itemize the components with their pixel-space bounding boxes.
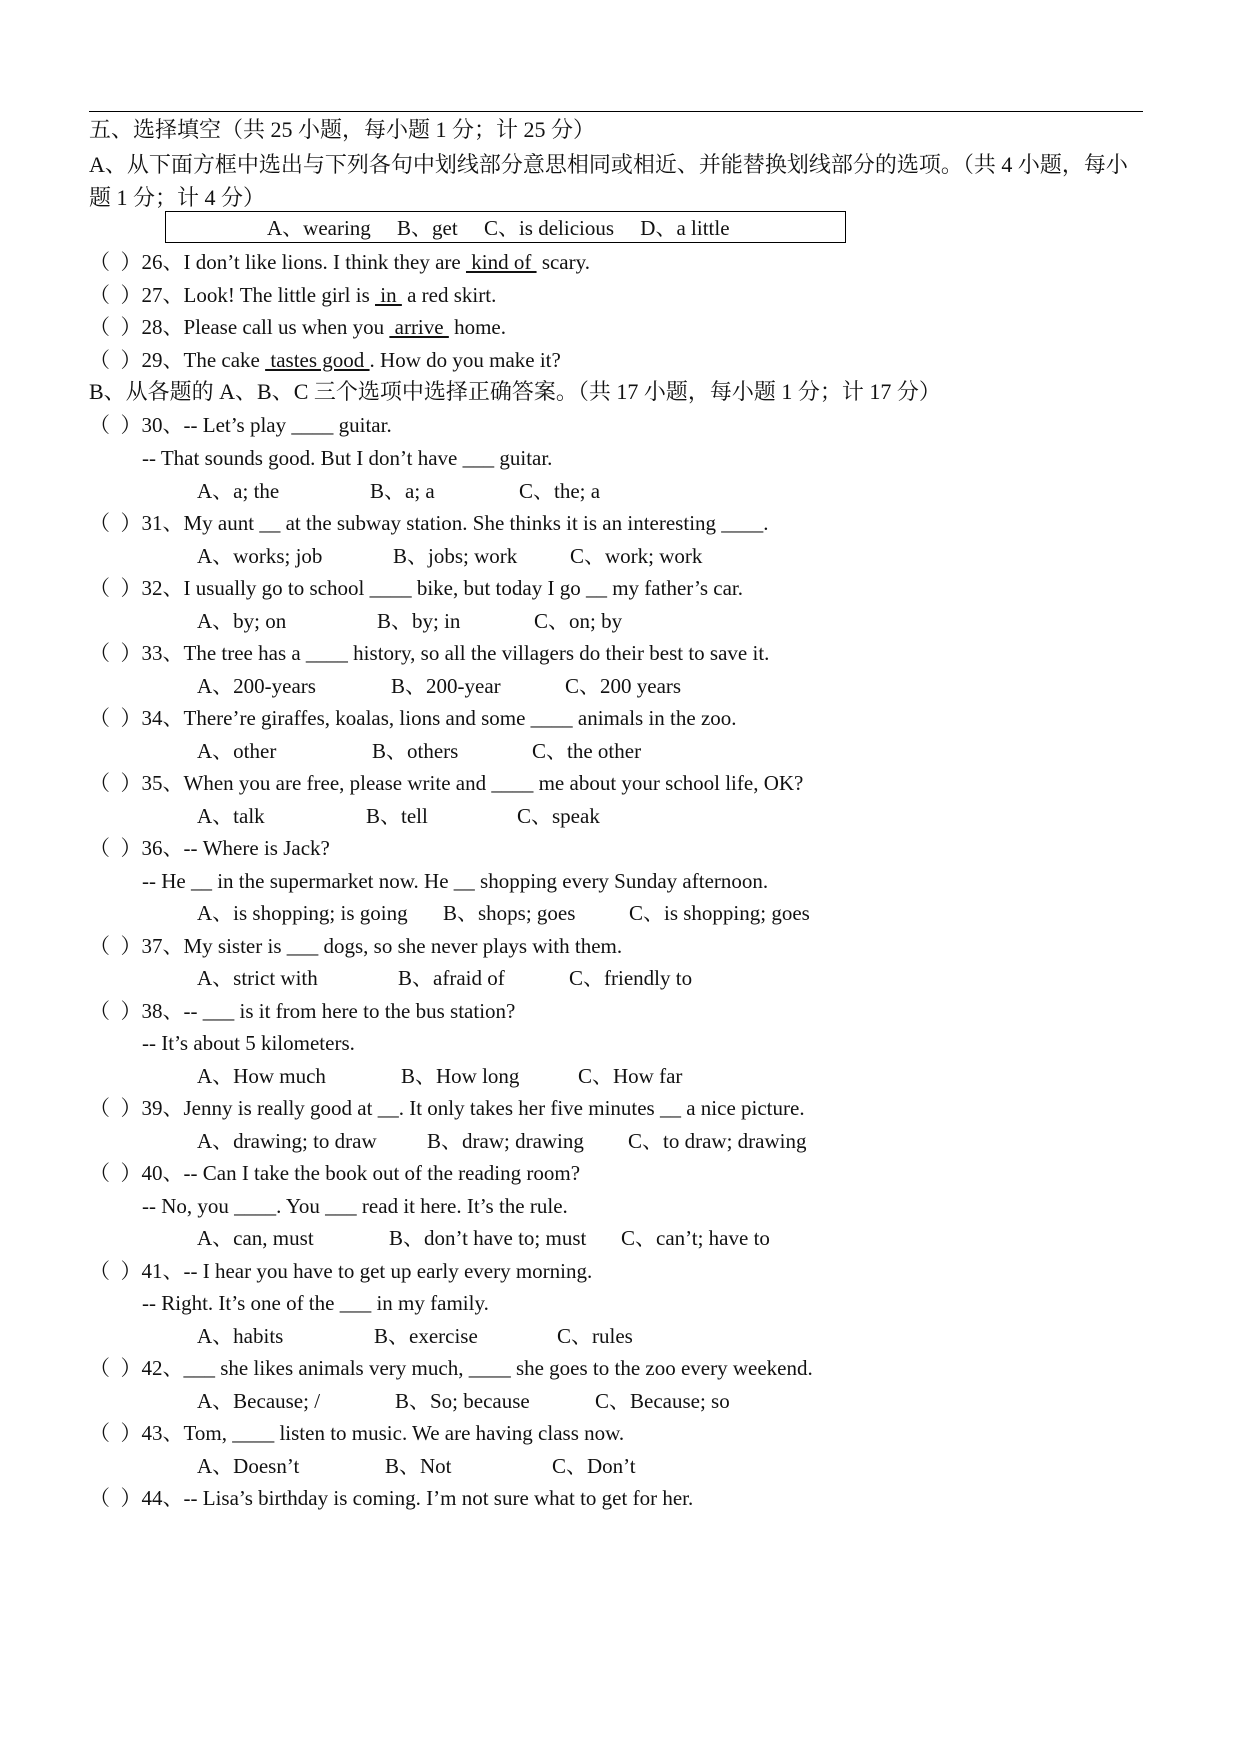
part-b-instruction: B、从各题的 A、B、C 三个选项中选择正确答案。（共 17 小题，每小题 1 分；计 17 分） <box>89 379 941 404</box>
underlined-phrase: tastes good <box>265 348 370 372</box>
option-a: A、by; on <box>197 609 287 633</box>
option-b: B、exercise <box>374 1324 478 1348</box>
question-29: （ ）29、The cake tastes good . How do you make it? <box>89 348 561 372</box>
option-b: B、jobs; work <box>393 544 518 568</box>
option-a: A、Because; / <box>197 1389 321 1413</box>
option-a: A、talk <box>197 804 265 828</box>
question-31: （ ）31、My aunt __ at the subway station. She thinks it is an interesting ____. <box>89 511 769 535</box>
option-a: A、works; job <box>197 544 323 568</box>
option-b: B、Not <box>385 1454 452 1478</box>
option-b: B、tell <box>366 804 428 828</box>
top-rule <box>89 111 1143 112</box>
question-40: （ ）40、-- Can I take the book out of the reading room? <box>89 1161 581 1185</box>
underlined-phrase: in <box>375 283 402 307</box>
question-30-line-2: -- That sounds good. But I don’t have ___ guitar. <box>142 446 553 470</box>
option-c: C、work; work <box>570 544 703 568</box>
option-b: B、afraid of <box>398 966 505 990</box>
question-34: （ ）34、There’re giraffes, koalas, lions and some ____ animals in the zoo. <box>89 706 737 730</box>
question-26: （ ）26、I don’t like lions. I think they are kind of scary. <box>89 250 591 274</box>
option-b: B、How long <box>401 1064 520 1088</box>
option-c: C、Because; so <box>595 1389 730 1413</box>
question-41: （ ）41、-- I hear you have to get up early every morning. <box>89 1259 593 1283</box>
option-b: B、don’t have to; must <box>389 1226 587 1250</box>
option-c: C、to draw; drawing <box>628 1129 807 1153</box>
option-b: B、200-year <box>391 674 501 698</box>
question-40-line-2: -- No, you ____. You ___ read it here. It’s the rule. <box>142 1194 568 1218</box>
option-a: A、habits <box>197 1324 284 1348</box>
part-a-instruction: A、从下面方框中选出与下列各句中划线部分意思相同或相近、并能替换划线部分的选项。（共 4 小题，每小题 1 分；计 4 分） <box>89 152 1128 210</box>
option-a: A、a; the <box>197 479 280 503</box>
option-c: C、Don’t <box>552 1454 636 1478</box>
question-37: （ ）37、My sister is ___ dogs, so she never plays with them. <box>89 934 623 958</box>
option-a: A、How much <box>197 1064 326 1088</box>
option-a: A、can, must <box>197 1226 314 1250</box>
option-c: C、on; by <box>534 609 623 633</box>
option-b: B、So; because <box>395 1389 530 1413</box>
question-27: （ ）27、Look! The little girl is in a red skirt. <box>89 283 497 307</box>
option-c: C、is shopping; goes <box>629 901 810 925</box>
option-a: A、other <box>197 739 277 763</box>
question-36: （ ）36、-- Where is Jack? <box>89 836 330 860</box>
underlined-phrase: arrive <box>389 315 449 339</box>
question-42: （ ）42、___ she likes animals very much, ____ she goes to the zoo every weekend. <box>89 1356 813 1380</box>
option-b: B、others <box>372 739 459 763</box>
question-39: （ ）39、Jenny is really good at __. It only takes her five minutes __ a nice picture. <box>89 1096 805 1120</box>
option-a: A、is shopping; is going <box>197 901 408 925</box>
question-35: （ ）35、When you are free, please write and ____ me about your school life, OK? <box>89 771 804 795</box>
question-38-line-2: -- It’s about 5 kilometers. <box>142 1031 355 1055</box>
question-44: （ ）44、-- Lisa’s birthday is coming. I’m not sure what to get for her. <box>89 1486 694 1510</box>
option-c: C、200 years <box>565 674 682 698</box>
option-b: B、draw; drawing <box>427 1129 584 1153</box>
option-b: B、a; a <box>370 479 435 503</box>
option-a: A、strict with <box>197 966 318 990</box>
option-b: B、by; in <box>377 609 461 633</box>
option-a: A、200-years <box>197 674 316 698</box>
option-a: A、Doesn’t <box>197 1454 300 1478</box>
option-c: C、the; a <box>519 479 601 503</box>
question-33: （ ）33、The tree has a ____ history, so all the villagers do their best to save it. <box>89 641 770 665</box>
underlined-phrase: kind of <box>465 250 537 274</box>
option-c: C、How far <box>578 1064 683 1088</box>
question-32: （ ）32、I usually go to school ____ bike, but today I go __ my father’s car. <box>89 576 744 600</box>
option-c: C、the other <box>532 739 642 763</box>
option-b: B、shops; goes <box>443 901 576 925</box>
options-box-text: A、wearing B、get C、is delicious D、a little <box>267 216 730 240</box>
question-28: （ ）28、Please call us when you arrive home. <box>89 315 506 339</box>
question-43: （ ）43、Tom, ____ listen to music. We are having class now. <box>89 1421 625 1445</box>
question-36-line-2: -- He __ in the supermarket now. He __ shopping every Sunday afternoon. <box>142 869 769 893</box>
option-c: C、rules <box>557 1324 633 1348</box>
option-c: C、friendly to <box>569 966 693 990</box>
question-38: （ ）38、-- ___ is it from here to the bus station? <box>89 999 516 1023</box>
question-30: （ ）30、-- Let’s play ____ guitar. <box>89 413 392 437</box>
section-title: 五、选择填空（共 25 小题，每小题 1 分；计 25 分） <box>89 117 596 142</box>
question-41-line-2: -- Right. It’s one of the ___ in my family. <box>142 1291 489 1315</box>
option-c: C、speak <box>517 804 600 828</box>
option-c: C、can’t; have to <box>621 1226 770 1250</box>
option-a: A、drawing; to draw <box>197 1129 377 1153</box>
